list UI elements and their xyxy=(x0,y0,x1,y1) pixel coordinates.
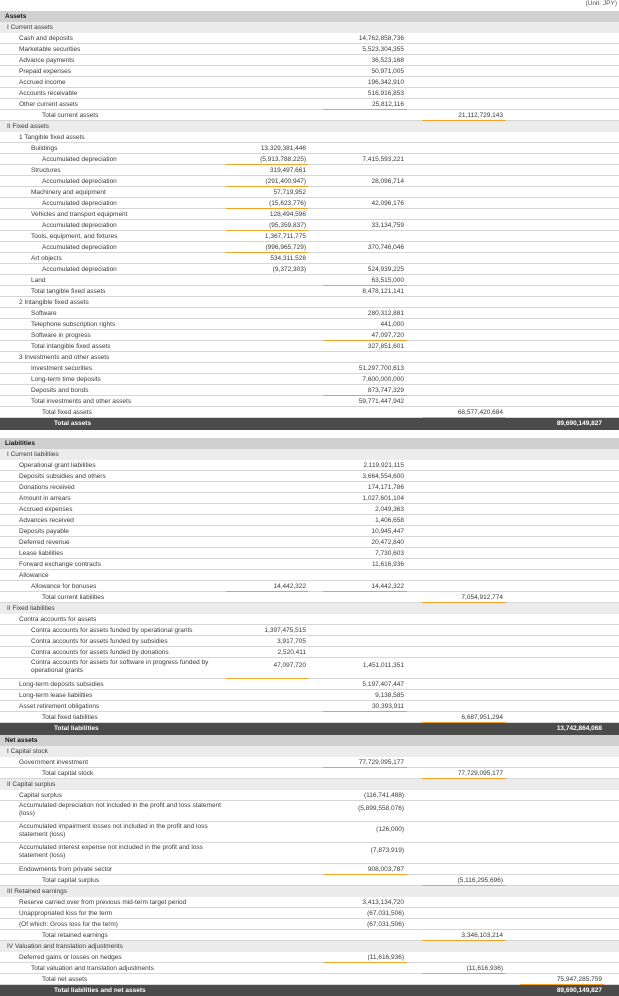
amount-c2: 174,171,786 xyxy=(367,484,404,491)
row-label: Software xyxy=(31,310,57,317)
row-label: Deposits and bonds xyxy=(31,387,89,394)
line-item-row xyxy=(0,625,619,636)
amount-c2: (67,031,506) xyxy=(367,910,404,917)
amount-c2: (67,031,506) xyxy=(367,921,404,928)
amount-c2: 524,939,225 xyxy=(367,266,404,273)
line-item-row xyxy=(0,690,619,701)
line-item-row xyxy=(0,864,619,875)
amount-c3: 6,687,951,294 xyxy=(461,714,503,721)
section-header xyxy=(0,735,619,746)
row-label: Donations received xyxy=(19,484,75,491)
amount-c4: 89,690,149,827 xyxy=(556,420,602,427)
row-label: Total valuation and translation adjustments xyxy=(31,965,154,972)
row-label: Deferred gains or losses on hedges xyxy=(19,954,122,961)
row-label: Asset retirement obligations xyxy=(19,703,100,710)
row-label: Deposits payable xyxy=(19,528,69,535)
amount-c2: 51,297,700,613 xyxy=(358,365,404,372)
amount-c2: 516,916,853 xyxy=(367,90,404,97)
line-item-row xyxy=(0,581,619,592)
amount-c2: 14,442,322 xyxy=(371,583,404,590)
amount-c2: 11,616,936 xyxy=(371,561,404,568)
amount-c2: 370,746,046 xyxy=(367,244,404,251)
grand-total-row xyxy=(0,418,619,430)
amount-c1: 1,367,711,775 xyxy=(264,233,306,240)
amount-c1: (9,372,303) xyxy=(272,266,306,273)
line-item-row xyxy=(0,176,619,187)
row-label: Structures xyxy=(31,167,61,174)
line-item-row xyxy=(0,930,619,941)
row-label: Total intangible fixed assets xyxy=(31,343,111,350)
line-item-row xyxy=(0,504,619,515)
line-item-row xyxy=(0,822,619,843)
amount-c2: 30,393,911 xyxy=(371,703,404,710)
amount-c2: 1,451,011,351 xyxy=(362,662,404,669)
amount-c1: 2,520,411 xyxy=(277,649,306,656)
amount-c1: 128,494,596 xyxy=(269,211,306,218)
row-label: Accumulated depreciation xyxy=(42,222,117,229)
section-header xyxy=(0,438,619,449)
line-item-row xyxy=(0,897,619,908)
line-item-row xyxy=(0,843,619,864)
line-item-row xyxy=(0,198,619,209)
row-label: Endowments from private sector xyxy=(19,866,113,873)
line-item-row xyxy=(0,647,619,658)
row-label: Accumulated depreciation xyxy=(42,266,117,273)
line-item-row xyxy=(0,636,619,647)
amount-c4: 89,690,149,827 xyxy=(556,987,602,994)
row-label: Total investments and other assets xyxy=(31,398,132,405)
subsection-row xyxy=(0,941,619,952)
row-label: Net assets xyxy=(5,737,38,744)
row-label: II Capital surplus xyxy=(7,781,56,788)
amount-c2: 14,762,858,736 xyxy=(358,35,404,42)
amount-c2: 7,415,593,221 xyxy=(362,156,404,163)
amount-c2: 10,945,447 xyxy=(371,528,404,535)
line-item-row xyxy=(0,548,619,559)
amount-c1: 534,311,528 xyxy=(270,255,306,262)
amount-c1: 57,719,952 xyxy=(273,189,306,196)
amount-c2: 908,003,787 xyxy=(367,866,404,873)
amount-c3: 68,577,420,684 xyxy=(457,409,503,416)
amount-c2: 1,027,601,104 xyxy=(362,495,404,502)
row-label: Total current assets xyxy=(42,112,99,119)
row-label: Accumulated depreciation xyxy=(42,244,117,251)
amount-c2: 280,312,881 xyxy=(367,310,404,317)
amount-c1: 319,497,661 xyxy=(269,167,306,174)
row-label: Lease liabilities xyxy=(19,550,64,557)
amount-c2: (7,873,919) xyxy=(370,847,404,854)
row-label: Advances received xyxy=(19,517,74,524)
line-item-row xyxy=(0,614,619,625)
line-item-row xyxy=(0,330,619,341)
row-label: Accrued expenses xyxy=(19,506,73,513)
subsection-row xyxy=(0,449,619,460)
row-label: Total net assets xyxy=(42,976,88,983)
amount-c3: 3,346,103,214 xyxy=(461,932,503,939)
amount-c2: (116,741,488) xyxy=(364,792,404,799)
row-label: Accumulated interest expense not included in the profit and loss statement (loss) xyxy=(19,844,203,860)
grand-total-row xyxy=(0,985,619,996)
amount-c2: 20,472,840 xyxy=(371,539,404,546)
amount-c4: 13,742,864,068 xyxy=(556,725,602,732)
subsection-row xyxy=(0,746,619,757)
line-item-row xyxy=(0,253,619,264)
line-item-row xyxy=(0,363,619,374)
subsection-row xyxy=(0,603,619,614)
line-item-row xyxy=(0,99,619,110)
amount-c2: 2,119,921,115 xyxy=(363,462,404,469)
row-label: Contra accounts for assets funded by operational grants xyxy=(31,627,193,634)
line-item-row xyxy=(0,396,619,407)
row-label: Forward exchange contracts xyxy=(19,561,102,568)
amount-c2: 7,730,603 xyxy=(375,550,404,557)
amount-c3: 21,112,729,143 xyxy=(458,112,503,119)
line-item-row xyxy=(0,537,619,548)
line-item-row xyxy=(0,231,619,242)
amount-c2: 28,096,714 xyxy=(371,178,404,185)
row-label: Amount in arrears xyxy=(19,495,71,502)
row-label: Total fixed liabilities xyxy=(42,714,98,721)
row-label: Vehicles and transport equipment xyxy=(31,211,128,218)
amount-c2: 42,096,176 xyxy=(371,200,404,207)
amount-c1: (996,965,729) xyxy=(265,244,306,251)
line-item-row xyxy=(0,592,619,603)
unit-note: (Unit: JPY) xyxy=(585,0,617,7)
row-label: Advance payments xyxy=(19,57,75,64)
row-label: Deposits subsidies and others xyxy=(19,473,106,480)
row-label: Cash and deposits xyxy=(19,35,73,42)
amount-c2: 327,851,601 xyxy=(367,343,404,350)
line-item-row xyxy=(0,482,619,493)
amount-c2: 59,771,447,942 xyxy=(358,398,404,405)
amount-c3: (5,116,295,696) xyxy=(457,877,503,884)
amount-c2: 3,413,134,720 xyxy=(362,899,404,906)
amount-c2: 5,197,407,447 xyxy=(362,681,404,688)
amount-c2: (5,899,558,076) xyxy=(358,805,404,812)
amount-c2: 196,342,910 xyxy=(367,79,404,86)
amount-c2: 873,747,329 xyxy=(367,387,404,394)
row-label: Long-term time deposits xyxy=(31,376,101,383)
amount-c2: 9,138,585 xyxy=(375,692,404,699)
row-label: Reserve carried over from previous mid-term target period xyxy=(19,899,187,906)
row-label: Capital surplus xyxy=(19,792,62,799)
row-label: Government investment xyxy=(19,759,89,766)
row-label: Art objects xyxy=(31,255,62,262)
line-item-row xyxy=(0,286,619,297)
line-item-row xyxy=(0,341,619,352)
row-label: Contra accounts for assets xyxy=(19,616,97,623)
row-label: Land xyxy=(31,277,46,284)
line-item-row xyxy=(0,768,619,779)
row-label: Total retained earnings xyxy=(42,932,108,939)
subsection-row xyxy=(0,779,619,790)
line-item-row xyxy=(0,374,619,385)
subsection-row xyxy=(0,22,619,33)
row-label: Total capital surplus xyxy=(42,877,100,884)
amount-c2: 441,000 xyxy=(380,321,404,328)
row-label: 3 Investments and other assets xyxy=(19,354,110,361)
row-label: Operational grant liabilities xyxy=(19,462,96,469)
line-item-row xyxy=(0,493,619,504)
amount-c2: (11,616,936) xyxy=(367,954,404,961)
amount-c2: 36,523,168 xyxy=(371,57,404,64)
amount-c2: 7,600,000,000 xyxy=(362,376,404,383)
row-label: Contra accounts for assets for software in progress funded by operational grants xyxy=(31,659,209,675)
line-item-row xyxy=(0,352,619,363)
row-label: Telephone subscription rights xyxy=(31,321,116,328)
amount-c3: (11,616,936) xyxy=(466,965,503,972)
line-item-row xyxy=(0,297,619,308)
row-label: Machinery and equipment xyxy=(31,189,106,196)
row-label: (Of which: Gross loss for the term) xyxy=(19,921,118,928)
line-item-row xyxy=(0,187,619,198)
row-label: Total liabilities xyxy=(54,725,99,732)
line-item-row xyxy=(0,908,619,919)
amount-c2: 33,134,759 xyxy=(371,222,404,229)
section-header xyxy=(0,11,619,22)
row-label: Assets xyxy=(5,13,27,20)
amount-c2: 25,812,116 xyxy=(371,101,404,108)
line-item-row xyxy=(0,712,619,723)
amount-c2: (126,000) xyxy=(376,826,404,833)
row-label: Accrued income xyxy=(19,79,66,86)
line-item-row xyxy=(0,801,619,822)
line-item-row xyxy=(0,77,619,88)
row-label: Long-term lease liabilities xyxy=(19,692,93,699)
row-label: Accounts receivable xyxy=(19,90,78,97)
row-label: Liabilities xyxy=(5,440,35,447)
subsection-row xyxy=(0,121,619,132)
line-item-row xyxy=(0,974,619,985)
line-item-row xyxy=(0,515,619,526)
line-item-row xyxy=(0,209,619,220)
amount-c1: (5,913,788,225) xyxy=(260,156,306,163)
amount-c2: 5,523,304,355 xyxy=(362,46,404,53)
line-item-row xyxy=(0,407,619,418)
line-item-row xyxy=(0,559,619,570)
amount-c3: 77,729,095,177 xyxy=(457,770,503,777)
line-item-row xyxy=(0,44,619,55)
amount-c2: 8,478,121,141 xyxy=(362,288,404,295)
row-label: Total fixed assets xyxy=(42,409,92,416)
line-item-row xyxy=(0,701,619,712)
amount-c1: 47,097,720 xyxy=(273,662,306,669)
row-label: Contra accounts for assets funded by donations xyxy=(31,649,169,656)
line-item-row xyxy=(0,963,619,974)
amount-c1: (95,359,837) xyxy=(269,222,306,229)
row-label: II Fixed assets xyxy=(7,123,49,130)
row-label: 1 Tangible fixed assets xyxy=(19,134,85,141)
line-item-row xyxy=(0,308,619,319)
row-label: Total current liabilities xyxy=(42,594,105,601)
line-item-row xyxy=(0,679,619,690)
line-item-row xyxy=(0,264,619,275)
amount-c4: 75,947,285,759 xyxy=(556,976,602,983)
line-item-row xyxy=(0,919,619,930)
row-label: Deferred revenue xyxy=(19,539,70,546)
subsection-row xyxy=(0,886,619,897)
line-item-row xyxy=(0,110,619,121)
row-label: Long-term deposits subsidies xyxy=(19,681,104,688)
row-label: Accumulated depreciation xyxy=(42,156,117,163)
row-label: Accumulated depreciation not included in the profit and loss statement (loss) xyxy=(19,802,221,818)
line-item-row xyxy=(0,88,619,99)
line-item-row xyxy=(0,165,619,176)
row-label: Total liabilities and net assets xyxy=(54,987,146,994)
line-item-row xyxy=(0,790,619,801)
line-item-row xyxy=(0,757,619,768)
row-label: Buildings xyxy=(31,145,58,152)
row-label: Investment securities xyxy=(31,365,93,372)
amount-c1: (291,400,947) xyxy=(265,178,306,185)
line-item-row xyxy=(0,154,619,165)
line-item-row xyxy=(0,55,619,66)
line-item-row xyxy=(0,526,619,537)
row-label: I Current liabilities xyxy=(7,451,59,458)
row-label: Allowance xyxy=(19,572,49,579)
row-label: Software in progress xyxy=(31,332,91,339)
amount-c1: 3,917,705 xyxy=(277,638,306,645)
amount-c2: 77,729,095,177 xyxy=(358,759,404,766)
row-label: Total capital stock xyxy=(42,770,94,777)
row-label: 2 Intangible fixed assets xyxy=(19,299,89,306)
line-item-row xyxy=(0,385,619,396)
row-label: IV Valuation and translation adjustments xyxy=(7,943,123,950)
row-label: Other current assets xyxy=(19,101,78,108)
amount-c2: 50,971,005 xyxy=(371,68,404,75)
amount-c2: 2,049,363 xyxy=(375,506,404,513)
line-item-row xyxy=(0,658,619,679)
row-label: III Retained earnings xyxy=(7,888,67,895)
line-item-row xyxy=(0,220,619,231)
amount-c3: 7,054,912,774 xyxy=(461,594,503,601)
line-item-row xyxy=(0,143,619,154)
line-item-row xyxy=(0,33,619,44)
row-label: Allowance for bonuses xyxy=(31,583,97,590)
line-item-row xyxy=(0,132,619,143)
row-label: Prepaid expenses xyxy=(19,68,72,75)
line-item-row xyxy=(0,66,619,77)
row-label: Contra accounts for assets funded by subsidies xyxy=(31,638,168,645)
line-item-row xyxy=(0,875,619,886)
amount-c2: 1,406,658 xyxy=(375,517,404,524)
amount-c2: 47,097,720 xyxy=(371,332,404,339)
row-label: Marketable securities xyxy=(19,46,81,53)
line-item-row xyxy=(0,471,619,482)
row-label: I Capital stock xyxy=(7,748,48,755)
row-label: Total assets xyxy=(54,420,92,427)
row-label: Accumulated impairment losses not included in the profit and loss statement (loss) xyxy=(19,823,208,839)
grand-total-row xyxy=(0,723,619,735)
line-item-row xyxy=(0,319,619,330)
amount-c2: 63,515,000 xyxy=(371,277,404,284)
row-label: Total tangible fixed assets xyxy=(31,288,106,295)
amount-c1: 14,442,322 xyxy=(273,583,306,590)
line-item-row xyxy=(0,952,619,963)
row-label: I Current assets xyxy=(7,24,53,31)
row-label: Unappropriated loss for the term xyxy=(19,910,113,917)
row-label: Accumulated depreciation xyxy=(42,178,117,185)
amount-c1: 1,397,475,515 xyxy=(264,627,306,634)
amount-c2: 3,664,554,600 xyxy=(362,473,404,480)
line-item-row xyxy=(0,275,619,286)
line-item-row xyxy=(0,460,619,471)
row-label: Accumulated depreciation xyxy=(42,200,117,207)
row-label: Tools, equipment, and fixtures xyxy=(31,233,118,240)
line-item-row xyxy=(0,242,619,253)
amount-c1: (15,623,776) xyxy=(269,200,306,207)
row-label: II Fixed liabilities xyxy=(7,605,55,612)
amount-c1: 13,329,381,446 xyxy=(260,145,306,152)
line-item-row xyxy=(0,570,619,581)
